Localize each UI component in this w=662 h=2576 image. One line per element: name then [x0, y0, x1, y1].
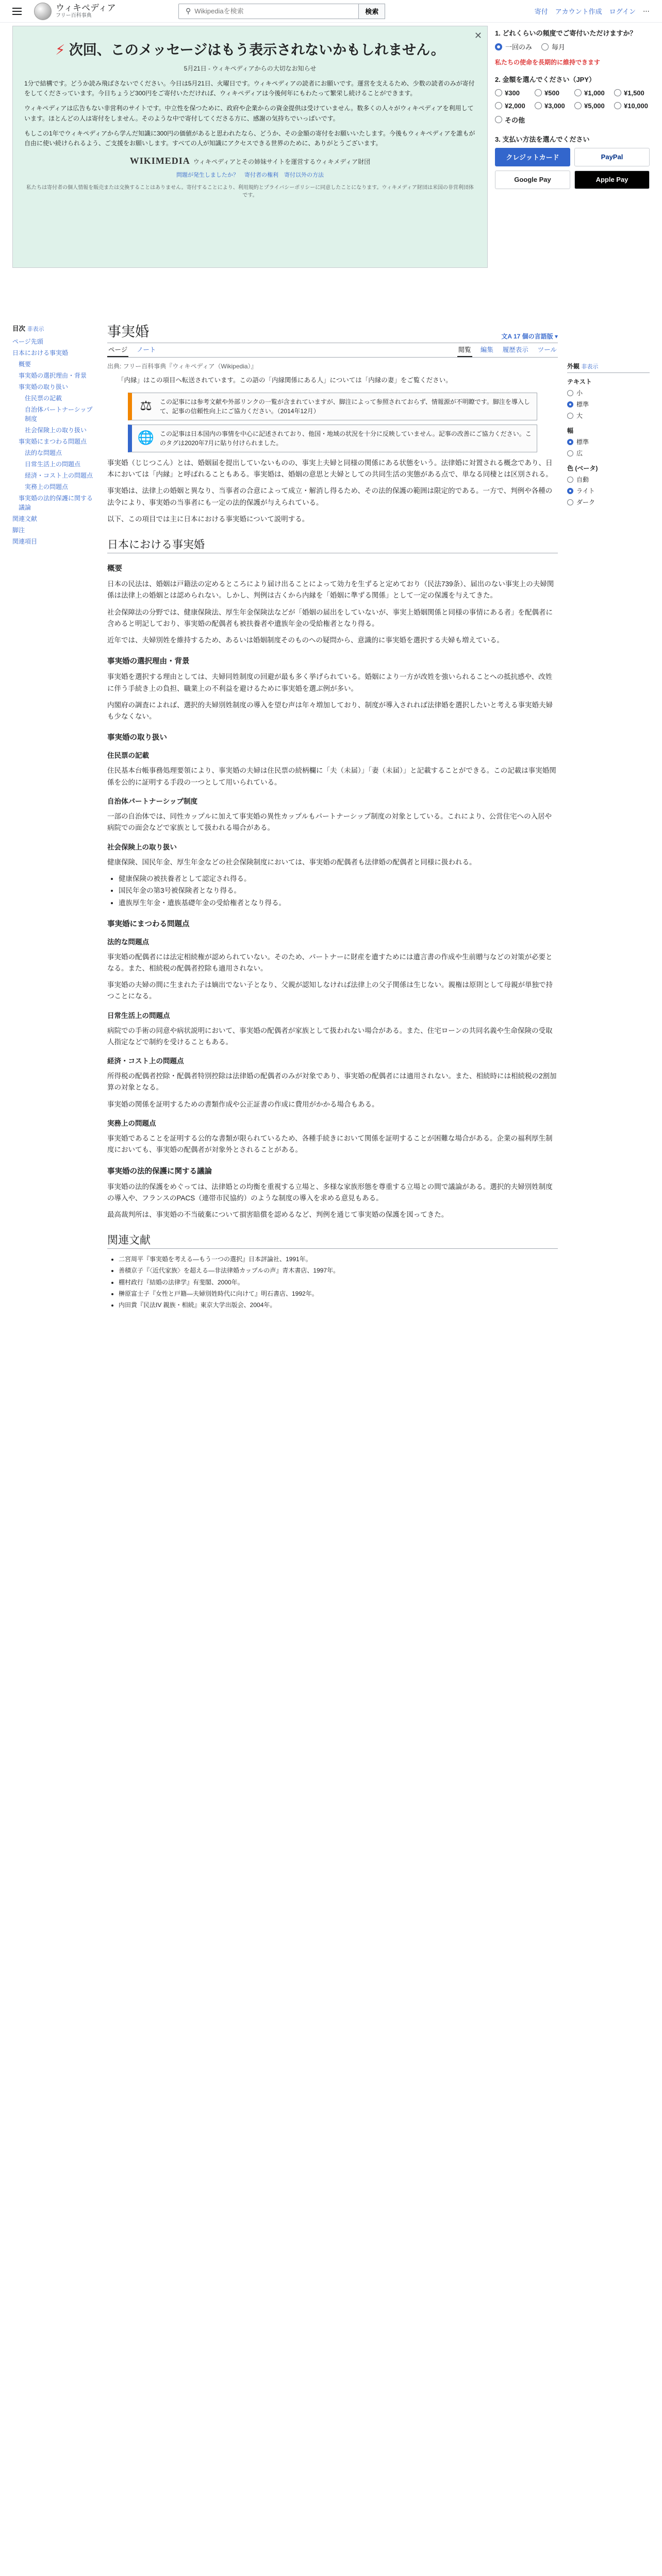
globe-icon: 🌐 — [137, 430, 155, 446]
paragraph: 近年では、夫婦別姓を維持するため、あるいは婚姻制度そのものへの疑問から、意識的に事実婚を選択する夫婦も増えている。 — [107, 636, 504, 645]
paragraph: 所得税の配偶者控除・配偶者特別控除は法律婚の配偶者のみが対象であり、事実婚の配偶者には適用されない。また、相続時には相続税の2割加算の対象となる。 — [107, 1072, 557, 1092]
paragraph: 事実婚を選択する理由としては、夫婦同姓制度の回避が最も多く挙げられている。婚姻により一方が改姓を強いられることへの抵抗感や、改姓に伴う手続き上の負担、職業上の不利益を避けるために事実婚を選ぶ例が多い。 — [107, 673, 553, 692]
amount-option[interactable]: ¥1,000 — [574, 89, 610, 97]
lightning-icon: ⚡ — [55, 42, 65, 58]
width-label: 幅 — [567, 427, 574, 434]
paragraph: 日本の民法は、婚姻は戸籍法の定めるところにより届け出ることによって効力を生ずると定めており（民法739条）、届出のない事実上の夫婦関係は法律上の婚姻とは認められない。しかし、判例は古くから内縁を「婚姻に準ずる関係」として一定の保護を与えてきた。 — [107, 580, 554, 600]
banner-paragraph: ウィキペディアは広告もない非営利のサイトです。中立性を保つために、政府や企業からの資金提供は受けていません。数多くの人々がウィキペディアを利用しています。ほとんどの人は寄付をしません。そのような中で寄付してくださる方に、感謝の気持ちでいっぱいです。 — [24, 105, 474, 122]
color-dark-radio[interactable]: ダーク — [567, 498, 650, 506]
logo-subtitle: フリー百科事典 — [56, 13, 92, 19]
subsection-heading: 概要 — [107, 565, 122, 573]
create-account-link[interactable]: アカウント作成 — [555, 8, 602, 15]
toc-item[interactable]: 住民票の記載 — [25, 395, 62, 402]
paragraph: 事実婚の関係を証明するための書類作成や公正証書の作成に費用がかかる場合もある。 — [107, 1100, 379, 1108]
page-tabs — [107, 343, 558, 358]
donate-link[interactable]: 寄付 — [534, 8, 548, 15]
paragraph: 事実婚であることを証明する公的な書類が限られているため、各種手続きにおいて関係を証明することが困難な場合がある。企業の福利厚生制度においても、事実婚の配偶者が対象外とされることがある。 — [107, 1134, 553, 1154]
toc-item[interactable]: 自治体パートナーシップ制度 — [25, 406, 93, 422]
text-size-label: テキスト — [567, 378, 592, 385]
monthly-recommendation: 私たちの使命を長期的に維持できます — [495, 59, 601, 66]
site-header — [0, 0, 662, 23]
paragraph: 住民基本台帳事務処理要領により、事実婚の夫婦は住民票の続柄欄に「夫（未届）」「妻（未届）」と記載することができる。この記載は事実婚関係を公的に証明する手段の一つとして用いられている。 — [107, 767, 556, 786]
page-title: 事実婚 — [107, 324, 149, 340]
subsubsection-heading: 法的な問題点 — [107, 938, 149, 946]
text-small-radio[interactable]: 小 — [567, 388, 650, 397]
width-standard-radio[interactable]: 標準 — [567, 437, 650, 446]
pay-googlepay-button[interactable]: Google Pay — [495, 171, 570, 189]
toc-hide-button[interactable]: 非表示 — [27, 326, 44, 332]
amount-option[interactable]: ¥1,500 — [614, 89, 650, 97]
section-heading: 日本における事実婚 — [107, 536, 558, 553]
hatnote: 「内縁」はこの項目へ転送されています。この語の「内縁関係にある人」については「内縁の妻」をご覧ください。 — [118, 377, 452, 384]
paragraph: 一部の自治体では、同性カップルに加えて事実婚の異性カップルもパートナーシップ制度の対象としている。これにより、公営住宅への入居や病院での面会などで家族として扱われる場合がある。 — [107, 812, 552, 832]
pay-applepay-button[interactable]: Apple Pay — [574, 171, 650, 189]
list-item: • 遺族厚生年金・遺族基礎年金の受給権者となり得る。 — [119, 897, 558, 909]
login-link[interactable]: ログイン — [609, 8, 636, 15]
subsubsection-heading: 実務上の問題点 — [107, 1119, 156, 1127]
banner-paragraph: もしこの1年でウィキペディアから学んだ知識に300円の価値があると思われたなら、どうか、その金額の寄付をお願いいたします。今後もウィキペディアを誰もが自由に使い続けられるよう、ご支援をお願いします。すべての人が知識にアクセスできる世界のために、ありがとうございます。 — [24, 129, 475, 147]
tab-page[interactable]: ページ — [107, 343, 128, 357]
subsection-heading: 事実婚の法的保護に関する議論 — [107, 1167, 212, 1176]
frequency-question: 1. どれくらいの頻度でご寄付いただけますか？ — [495, 29, 637, 37]
color-light-radio[interactable]: ライト — [567, 486, 650, 495]
toc-item[interactable]: 概要 — [19, 361, 31, 368]
subsection-heading: 事実婚にまつわる問題点 — [107, 920, 190, 928]
banner-message — [12, 26, 488, 268]
intro-paragraph: 事実婚（じじつこん）とは、婚姻届を提出していないものの、事実上夫婦と同様の関係にある状態をいう。法律婚に対置される概念であり、日本においては「内縁」と呼ばれることもある。事実婚は、婚姻の意思と夫婦としての共同生活の実態がある点で、単なる同棲とは区別される。 — [107, 459, 553, 479]
more-options-icon[interactable]: ⋯ — [643, 7, 650, 15]
main-menu-button[interactable] — [12, 4, 27, 19]
subsection-heading: 事実婚の取り扱い — [107, 734, 167, 742]
scales-icon: ⚖ — [140, 398, 152, 414]
subsubsection-heading: 経済・コスト上の問題点 — [107, 1057, 184, 1065]
globalize-notice: 🌐 この記事は日本国内の事情を中心に記述されており、他国・地域の状況を十分に反映していません。記事の改善にご協力ください。このタグは2020年7月に貼り付けられました。 — [128, 425, 537, 452]
article-content — [96, 314, 567, 1312]
banner-disclaimer: 私たちは寄付者の個人情報を販売または交換することはありません。寄付することにより、利用規約とプライバシーポリシーに同意したことになります。ウィキメディア財団は米国の非営利団体です。 — [26, 185, 474, 199]
subsection-heading: 事実婚の選択理由・背景 — [107, 657, 190, 666]
text-large-radio[interactable]: 大 — [567, 411, 650, 420]
site-logo[interactable] — [34, 3, 168, 20]
toc-item[interactable]: ページ先頭 — [12, 338, 43, 345]
amount-other-input[interactable]: その他 — [495, 115, 531, 125]
tab-read[interactable]: 閲覧 — [457, 343, 472, 357]
paragraph: 最高裁判所は、事実婚の不当破棄について損害賠償を認めるなど、判例を通じて事実婚の保護を図ってきた。 — [107, 1211, 449, 1219]
banner-paragraph: 1分で結構です。どうか読み飛ばさないでください。今日は5月21日、火曜日です。ウィキペディアの読者にお願いです。運営を支えるため、少数の読者のみが寄付をしてくださっています。今日ちょうど300円をご寄付いただければ、ウィキペディアは今後何年にもわたって繁栄し続けることができます。 — [24, 80, 475, 97]
toc-item[interactable]: 脚注 — [12, 527, 25, 534]
toc-item[interactable]: 事実婚の取り扱い — [19, 383, 69, 391]
toc-title: 目次 非表示 — [12, 325, 44, 332]
tab-history[interactable]: 履歴表示 — [502, 346, 528, 353]
paragraph: 内閣府の調査によれば、選択的夫婦別姓制度の導入を望む声は年々増加しており、制度が導入されれば法律婚を選択したいと考える事実婚夫婦も少なくない。 — [107, 701, 553, 721]
appearance-title: 外観 非表示 — [567, 363, 599, 370]
toc-item[interactable]: 関連項目 — [12, 538, 38, 545]
amount-option[interactable]: ¥10,000 — [614, 102, 650, 110]
toc-item[interactable]: 日本における事実婚 — [12, 349, 69, 357]
close-icon[interactable]: ✕ — [474, 30, 482, 41]
amount-option[interactable]: ¥5,000 — [574, 102, 610, 110]
appearance-panel — [567, 314, 650, 1312]
section-heading: 関連文献 — [107, 1232, 558, 1249]
banner-link-rights[interactable]: 寄付者の権利 — [244, 172, 278, 179]
bullet-list — [119, 873, 558, 909]
search-icon: ⚲ — [186, 7, 191, 15]
toc-item[interactable]: 法的な問題点 — [25, 449, 62, 456]
subsubsection-heading: 社会保険上の取り扱い — [107, 843, 177, 851]
amount-option[interactable]: ¥2,000 — [495, 102, 531, 110]
paragraph: 社会保障法の分野では、健康保険法、厚生年金保険法などが「婚姻の届出をしていないが、事実上婚姻関係と同様の事情にある者」を配偶者に含めると明記しており、事実婚の配偶者も被扶養者や遺族年金の受給権者となり得る。 — [107, 608, 553, 628]
list-item: • 健康保険の被扶養者として認定され得る。 — [119, 873, 558, 885]
toc-item[interactable]: 日常生活上の問題点 — [25, 461, 81, 468]
banner-headline: ⚡ 次回、このメッセージはもう表示されないかもしれません。 — [55, 42, 445, 58]
paragraph: 健康保険、国民年金、厚生年金などの社会保険制度においては、事実婚の配偶者も法律婚の配偶者と同様に扱われる。 — [107, 858, 476, 866]
paragraph: 病院での手術の同意や病状説明において、事実婚の配偶者が家族として扱われない場合がある。また、住宅ローンの共同名義や生命保険の受取人指定などで制約を受けることもある。 — [107, 1026, 553, 1046]
donation-form — [495, 26, 650, 268]
list-item: • 棚村政行『結婚の法律学』有斐閣、2000年。 — [119, 1278, 558, 1287]
tab-talk[interactable]: ノート — [137, 346, 156, 353]
wikimedia-logo: WIKIMEDIA ウィキペディアとその姉妹サイトを運営するウィキメディア財団 — [129, 156, 371, 166]
toc-item[interactable]: 実務上の問題点 — [25, 483, 69, 490]
paragraph: 事実婚の配偶者には法定相続権が認められていない。そのため、パートナーに財産を遺すためには遺言書の作成や生前贈与などの対策が必要となる。また、相続税の配偶者控除も適用されない。 — [107, 953, 553, 972]
amount-option[interactable]: ¥300 — [495, 89, 531, 97]
language-selector-button[interactable]: 文A 17 個の言語版 ▾ — [501, 333, 558, 340]
toc-item[interactable]: 事実婚の選択理由・背景 — [19, 372, 87, 379]
appearance-hide-button[interactable]: 非表示 — [581, 364, 599, 370]
maintenance-notice: ⚖ この記事には参考文献や外部リンクの一覧が含まれていますが、脚注によって参照されておらず、情報源が不明瞭です。脚注を導入して、記事の信頼性向上にご協力ください。（2014年12月） — [128, 393, 537, 420]
menu-icon — [12, 8, 22, 9]
text-standard-radio[interactable]: 標準 — [567, 400, 650, 409]
subsubsection-heading: 日常生活上の問題点 — [107, 1011, 170, 1020]
search-input[interactable] — [178, 4, 359, 19]
toc-item[interactable]: 関連文献 — [12, 515, 38, 522]
literature-list — [119, 1253, 558, 1312]
list-item: • 二宮周平『事実婚を考える―もう一つの選択』日本評論社、1991年。 — [119, 1255, 558, 1264]
wikipedia-globe-icon — [34, 3, 52, 20]
amount-question: 2. 金額を選んでください（JPY） — [495, 75, 596, 83]
table-of-contents — [12, 314, 96, 1312]
amount-option[interactable]: ¥500 — [535, 89, 570, 97]
banner-date: 5月21日 - ウィキペディアからの大切なお知らせ — [184, 65, 317, 72]
toc-item[interactable]: 事実婚にまつわる問題点 — [19, 438, 87, 445]
translate-icon: 文A — [501, 333, 512, 340]
list-item: • 善積京子『〈近代家族〉を超える―非法律婚カップルの声』青木書店、1997年。 — [119, 1266, 558, 1276]
paragraph: 事実婚の夫婦の間に生まれた子は嫡出でない子となり、父親が認知しなければ法律上の父子関係は生じない。親権は原則として母親が単独で持つことになる。 — [107, 981, 553, 1001]
color-label: 色 (ベータ) — [567, 465, 598, 472]
tagline: 出典: フリー百科事典『ウィキペディア（Wikipedia）』 — [107, 363, 257, 370]
pay-paypal-button[interactable]: PayPal — [574, 148, 650, 166]
subsubsection-heading: 自治体パートナーシップ制度 — [107, 798, 197, 805]
toc-item[interactable]: 社会保険上の取り扱い — [25, 427, 87, 434]
color-auto-radio[interactable]: 自動 — [567, 475, 650, 484]
freq-monthly-radio[interactable]: 毎月 — [541, 42, 565, 52]
list-item: • 榊原富士子『女性と戸籍―夫婦別姓時代に向けて』明石書店、1992年。 — [119, 1289, 558, 1299]
amount-option[interactable]: ¥3,000 — [535, 102, 570, 110]
banner-link-other-ways[interactable]: 寄付以外の方法 — [284, 172, 324, 179]
width-wide-radio[interactable]: 広 — [567, 449, 650, 457]
search-button[interactable]: 検索 — [359, 4, 385, 19]
fundraising-banner — [12, 26, 650, 268]
toc-item[interactable]: 事実婚の法的保護に関する議論 — [19, 495, 93, 511]
freq-once-radio[interactable]: 一回のみ — [495, 42, 532, 52]
pay-card-button[interactable]: クレジットカード — [495, 148, 570, 166]
list-item: • 内田貴『民法IV 親族・相続』東京大学出版会、2004年。 — [119, 1300, 558, 1310]
logo-title: ウィキペディア — [56, 3, 116, 13]
payment-question: 3. 支払い方法を選んでください — [495, 135, 590, 143]
tab-tools[interactable]: ツール — [537, 346, 557, 353]
toc-item[interactable]: 経済・コスト上の問題点 — [25, 472, 93, 479]
list-item: • 国民年金の第3号被保険者となり得る。 — [119, 885, 558, 896]
search-box — [173, 4, 385, 19]
banner-link-problem[interactable]: 問題が発生しましたか？ — [176, 172, 239, 179]
intro-paragraph: 事実婚は、法律上の婚姻と異なり、当事者の合意によって成立・解消し得るため、その法的保護の範囲は限定的である。一方で、判例や各種の法令により、事実婚の当事者にも一定の法的保護が与えられている。 — [107, 487, 553, 506]
subsubsection-heading: 住民票の記載 — [107, 752, 149, 760]
intro-paragraph: 以下、この項目では主に日本における事実婚について説明する。 — [107, 515, 309, 523]
tab-edit[interactable]: 編集 — [480, 346, 493, 353]
paragraph: 事実婚の法的保護をめぐっては、法律婚との均衡を重視する立場と、多様な家族形態を尊重する立場との間で議論がある。選択的夫婦別姓制度の導入や、フランスのPACS（連帯市民協約）のような制度の導入を求める意見もある。 — [107, 1182, 553, 1202]
